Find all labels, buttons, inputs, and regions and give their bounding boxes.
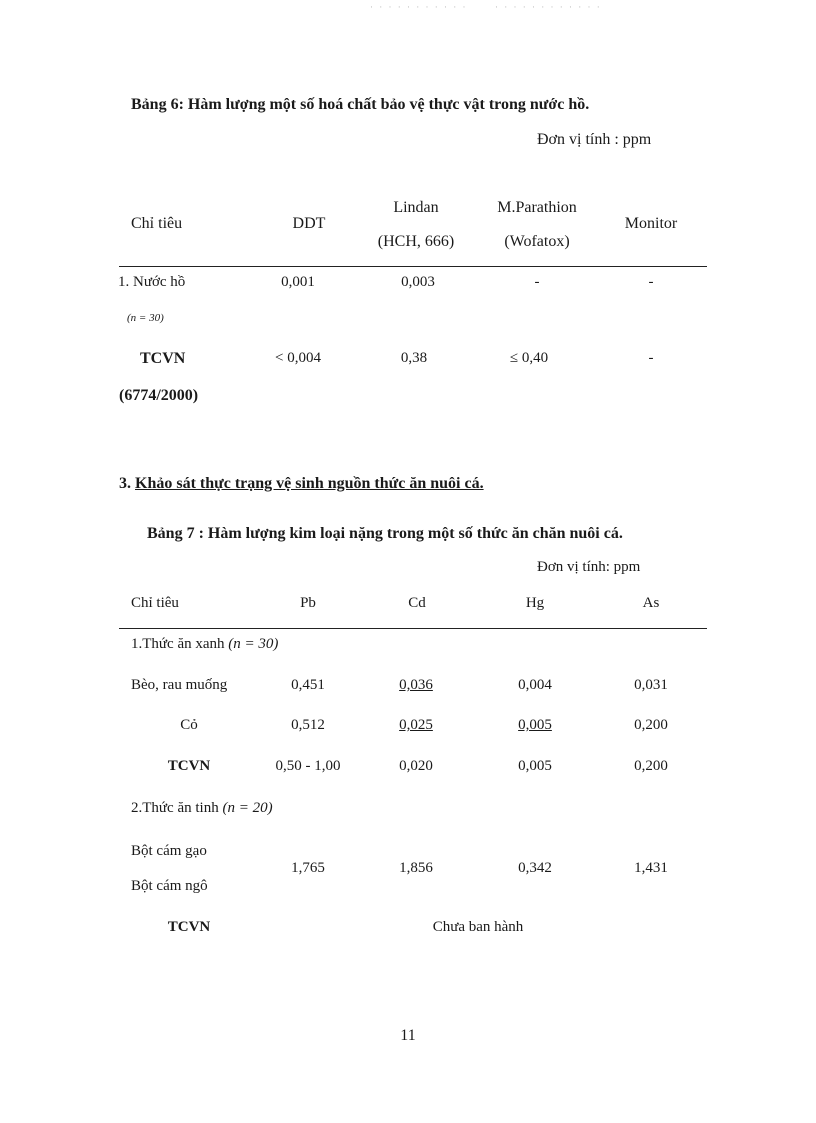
table6-title: Bảng 6: Hàm lượng một số hoá chất bảo vệ thực vật trong nước hồ. — [131, 96, 590, 113]
table6-header-chitieu: Chỉ tiêu — [131, 215, 183, 232]
table7-unit: Đơn vị tính: ppm — [537, 559, 641, 575]
table6-header-monitor: Monitor — [624, 215, 678, 232]
table7-row-as: 0,031 — [634, 677, 668, 693]
table6-row1-sub: (n = 30) — [127, 312, 164, 324]
table7-row-pb: 0,50 - 1,00 — [275, 758, 341, 774]
table7-row-as: 0,200 — [634, 758, 668, 774]
table6-row1-mparathion: - — [534, 274, 540, 290]
table7-row2-label-1: Bột cám gạo — [131, 843, 207, 859]
table6-row2-monitor: - — [648, 350, 654, 366]
table7-row2-label-2: Bột cám ngô — [131, 878, 208, 894]
table7-row-pb: 0,512 — [291, 717, 325, 733]
table7-row-hg: 0,004 — [518, 677, 552, 693]
table7-tcvn-value: Chưa ban hành — [432, 919, 524, 935]
table6-row2-label: TCVN — [140, 350, 186, 367]
table7-row-cd: 0,025 — [399, 717, 433, 733]
page-number: 11 — [400, 1027, 416, 1044]
table7-row-pb: 0,451 — [291, 677, 325, 693]
table7-row-hg: 0,005 — [518, 717, 552, 733]
table6-row2-mparathion: ≤ 0,40 — [509, 350, 549, 366]
table7-row-label: Cỏ — [180, 717, 198, 733]
table6-row2-lindan: 0,38 — [400, 350, 428, 366]
table6-header-ddt: DDT — [292, 215, 326, 232]
table6-unit: Đơn vị tính : ppm — [537, 131, 652, 148]
table7-header-as: As — [642, 595, 660, 611]
section3-number: 3. — [119, 475, 135, 492]
table7-tcvn-label: TCVN — [167, 919, 211, 935]
table6-row2-sub: (6774/2000) — [119, 387, 199, 404]
table6-row1-lindan: 0,003 — [401, 274, 435, 290]
table7-row2-cd: 1,856 — [399, 860, 433, 876]
table6-header-rule — [119, 266, 707, 267]
table7-row-as: 0,200 — [634, 717, 668, 733]
table7-row-cd: 0,036 — [399, 677, 433, 693]
table7-header-chitieu: Chỉ tiêu — [131, 595, 179, 611]
table6-row1-label: 1. Nước hồ — [118, 274, 186, 290]
section3-heading — [119, 475, 484, 493]
table7-row2-as: 1,431 — [634, 860, 668, 876]
table6-row1-monitor: - — [648, 274, 654, 290]
table7-row-label: TCVN — [167, 758, 211, 774]
table7-header-pb: Pb — [300, 595, 316, 611]
table7-header-cd: Cd — [408, 595, 426, 611]
table7-header-hg: Hg — [525, 595, 545, 611]
table7-row-cd: 0,020 — [399, 758, 433, 774]
table7-row2-hg: 0,342 — [518, 860, 552, 876]
table6-header-lindan-sub: (HCH, 666) — [377, 233, 455, 250]
table6-header-mparathion: M.Parathion — [497, 199, 577, 216]
scan-artifact: · · · · · · · · · · · — [370, 2, 468, 12]
table7-row-hg: 0,005 — [518, 758, 552, 774]
table7-group1-label: 1.Thức ăn xanh (n = 30) — [131, 636, 279, 652]
section3-title: Khảo sát thực trạng vệ sinh nguồn thức ăn nuôi cá. — [135, 475, 484, 492]
table6-row2-ddt: < 0,004 — [275, 350, 321, 366]
table7-row-label: Bèo, rau muống — [131, 677, 228, 693]
table6-header-lindan: Lindan — [393, 199, 439, 216]
table6-row1-ddt: 0,001 — [281, 274, 315, 290]
table7-title: Bảng 7 : Hàm lượng kim loại nặng trong một số thức ăn chăn nuôi cá. — [147, 525, 623, 542]
scan-artifact: · · · · · · · · · · · · — [495, 2, 602, 12]
table7-header-rule — [119, 628, 707, 629]
table7-row2-pb: 1,765 — [291, 860, 325, 876]
table7-group2-label: 2.Thức ăn tinh (n = 20) — [131, 800, 273, 816]
table6-header-mparathion-sub: (Wofatox) — [504, 233, 570, 250]
